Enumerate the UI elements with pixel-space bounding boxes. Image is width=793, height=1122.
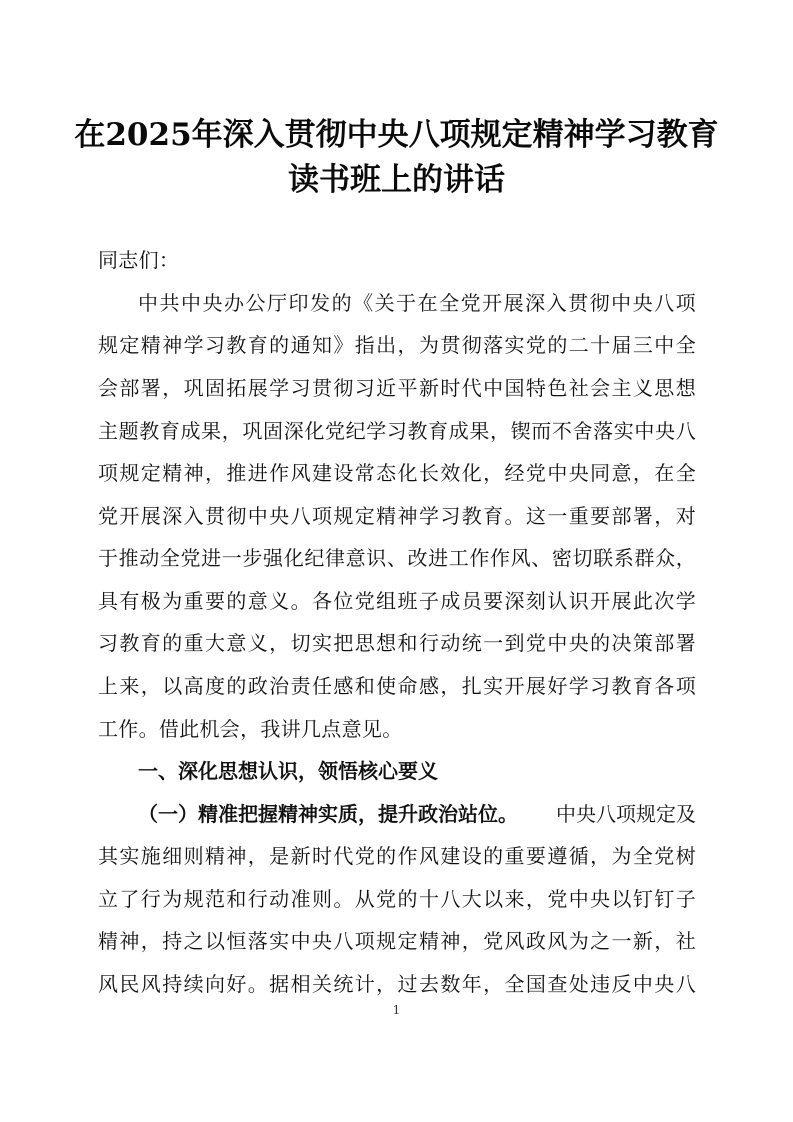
paragraph2-line: 其实施细则精神，是新时代党的作风建设的重要遵循，为全党树: [98, 844, 696, 868]
subsection-heading: （一）精准把握精神实质，提升政治站位。: [138, 802, 518, 826]
salutation: 同志们：: [98, 248, 180, 272]
subsection-lead-text: 中央八项规定及: [556, 802, 696, 826]
paragraph1-line: 党开展深入贯彻中央八项规定精神学习教育。这一重要部署，对: [98, 504, 696, 528]
page-number: 1: [392, 1003, 401, 1017]
paragraph1-line: 上来，以高度的政治责任感和使命感，扎实开展好学习教育各项: [98, 674, 696, 698]
document-title-line-2: 读书班上的讲话: [288, 162, 505, 198]
paragraph1-line: 于推动全党进一步强化纪律意识、改进工作作风、密切联系群众，: [98, 546, 696, 570]
paragraph2-line: 立了行为规范和行动准则。从党的十八大以来，党中央以钉钉子: [98, 887, 696, 911]
paragraph2-line: 风民风持续向好。据相关统计，过去数年，全国查处违反中央八: [98, 972, 696, 996]
paragraph1-line: 具有极为重要的意义。各位党组班子成员要深刻认识开展此次学: [98, 589, 696, 613]
paragraph1-line: 习教育的重大意义，切实把思想和行动统一到党中央的决策部署: [98, 631, 696, 655]
paragraph1-line: 中共中央办公厅印发的《关于在全党开展深入贯彻中央八项: [138, 291, 696, 315]
paragraph2-line: 精神，持之以恒落实中央八项规定精神，党风政风为之一新，社: [98, 929, 696, 953]
subsection-lead-line: [138, 802, 696, 826]
paragraph1-line: 工作。借此机会，我讲几点意见。: [98, 717, 403, 741]
paragraph1-line: 会部署，巩固拓展学习贯彻习近平新时代中国特色社会主义思想: [98, 376, 696, 400]
paragraph1-line: 规定精神学习教育的通知》指出，为贯彻落实党的二十届三中全: [98, 333, 696, 357]
paragraph1-line: 主题教育成果，巩固深化党纪学习教育成果，锲而不舍落实中央八: [98, 419, 696, 443]
document-title-line-1: 在2025年深入贯彻中央八项规定精神学习教育: [74, 117, 719, 153]
section-heading: 一、深化思想认识，领悟核心要义: [138, 759, 438, 783]
paragraph1-line: 项规定精神，推进作风建设常态化长效化，经党中央同意，在全: [98, 461, 696, 485]
